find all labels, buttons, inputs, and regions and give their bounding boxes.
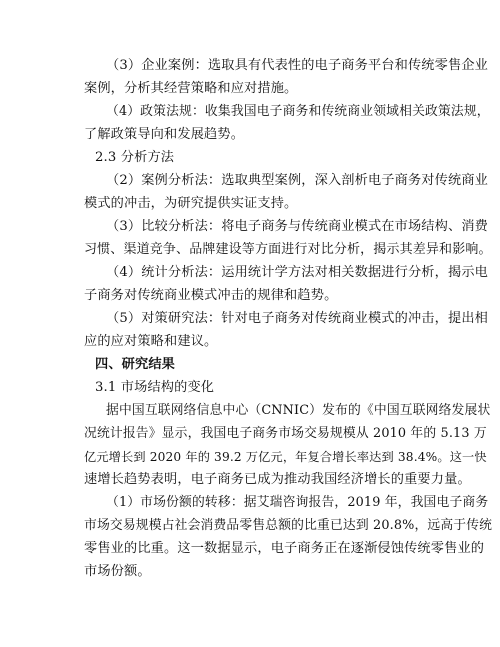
paragraph-case-analysis-line-2: 模式的冲击，为研究提供实证支持。 [84,196,298,211]
paragraph-policy-line-2: 了解政策导向和发展趋势。 [84,127,245,142]
paragraph-cnnic-line-2: 况统计报告》显示，我国电子商务市场交易规模从 2010 年的 5.13 万 [84,426,487,441]
paragraph-case-analysis-line-1: （2）案例分析法：选取典型案例，深入剖析电子商务对传统商业 [106,173,488,188]
paragraph-market-share-line-4: 市场份额。 [84,564,151,579]
section-heading-analysis-methods: 2.3 分析方法 [95,150,175,165]
paragraph-policy-line-1: （4）政策法规：收集我国电子商务和传统商业领域相关政策法规， [106,104,490,119]
paragraph-enterprise-cases-line-2: 案例，分析其经营策略和应对措施。 [84,81,298,96]
chapter-heading-research-results: 四、研究结果 [95,357,176,372]
paragraph-cnnic-line-3: 亿元增长到 2020 年的 39.2 万亿元，年复合增长率达到 38.4%。这一快 [84,450,487,464]
paragraph-countermeasure-line-2: 应的应对策略和建议。 [84,334,218,349]
paragraph-market-share-line-1: （1）市场份额的转移：据艾瑞咨询报告，2019 年，我国电子商务 [106,495,489,510]
paragraph-statistical-analysis-line-1: （4）统计分析法：运用统计学方法对相关数据进行分析，揭示电 [106,265,488,280]
paragraph-cnnic-line-1: 据中国互联网络信息中心（CNNIC）发布的《中国互联网络发展状 [106,403,491,418]
section-heading-market-structure: 3.1 市场结构的变化 [95,380,215,395]
paragraph-enterprise-cases-line-1: （3）企业案例：选取具有代表性的电子商务平台和传统零售企业 [106,58,488,73]
paragraph-statistical-analysis-line-2: 子商务对传统商业模式冲击的规律和趋势。 [84,288,338,303]
paragraph-market-share-line-2: 市场交易规模占社会消费品零售总额的比重已达到 20.8%，远高于传统 [84,518,493,533]
paragraph-cnnic-line-4: 速增长趋势表明，电子商务已成为推动我国经济增长的重要力量。 [84,472,471,487]
paragraph-comparative-analysis-line-2: 习惯、渠道竞争、品牌建设等方面进行对比分析，揭示其差异和影响。 [84,242,492,257]
paragraph-comparative-analysis-line-1: （3）比较分析法：将电子商务与传统商业模式在市场结构、消费 [106,219,488,234]
paragraph-market-share-line-3: 零售业的比重。这一数据显示，电子商务正在逐渐侵蚀传统零售业的 [84,541,485,556]
paragraph-countermeasure-line-1: （5）对策研究法：针对电子商务对传统商业模式的冲击，提出相 [106,311,488,326]
